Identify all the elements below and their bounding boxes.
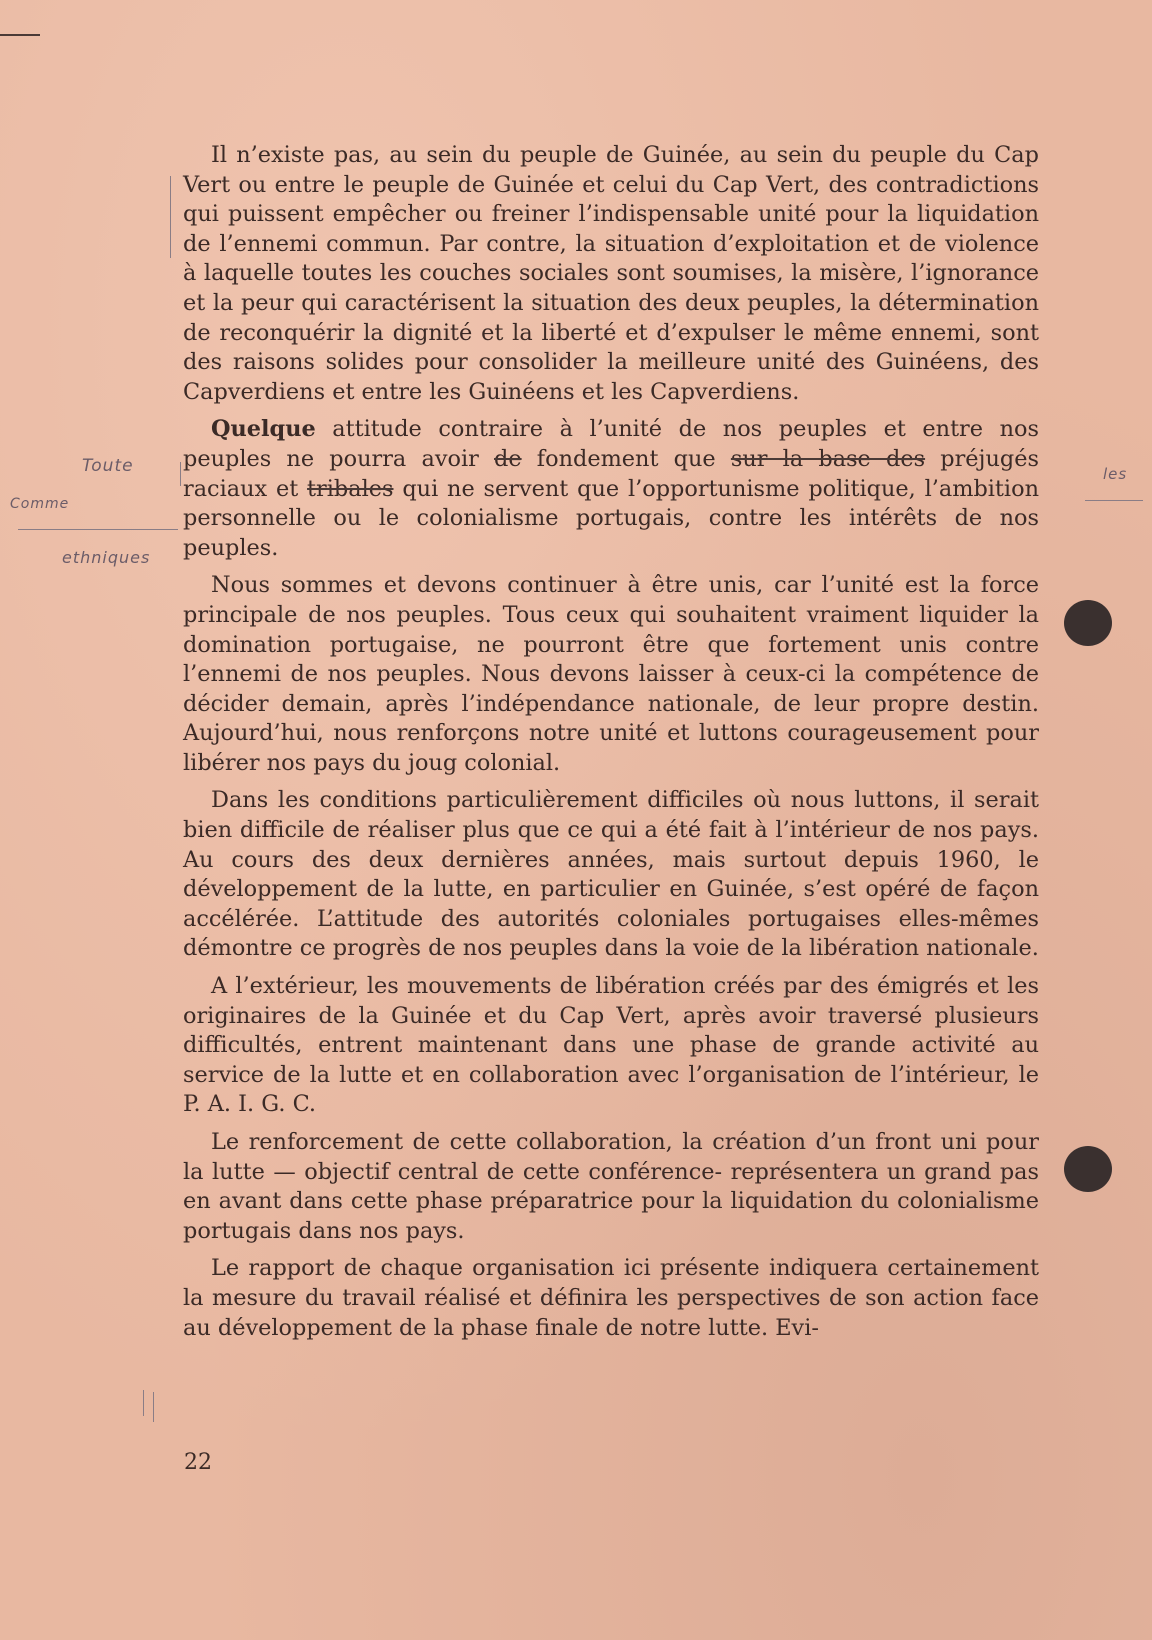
margin-note-left: Comme <box>10 496 70 512</box>
text-segment: fondement que <box>521 445 731 472</box>
pencil-margin-line <box>180 462 181 486</box>
paragraph-2 <box>183 415 1039 563</box>
struck-text: de <box>494 445 522 472</box>
text-segment: préjugés raciaux et <box>183 445 1039 502</box>
text-segment: attitude contraire à l’unité de nos peuples et entre nos peuples ne pourra avoir <box>183 416 1039 472</box>
text-segment: qui ne servent que l’opportunisme politique, l’ambition personnelle ou le colonialisme portugais, contre les intérêts de nos peuples. <box>183 475 1039 561</box>
punch-hole <box>1064 600 1112 646</box>
pencil-margin-line <box>1085 500 1143 501</box>
punch-hole <box>1064 1146 1112 1192</box>
pencil-margin-line <box>18 529 178 530</box>
pencil-margin-line <box>170 176 171 258</box>
struck-text: tribales <box>307 475 394 502</box>
paragraph-1: Il n’existe pas, au sein du peuple de Guinée, au sein du peuple du Cap Vert ou entre le peuple de Guinée et celui du Cap Vert, des contradictions qui puissent empêcher ou freiner l’indispensable unité pour la liquidation de l’ennemi commun. Par contre, la situation d’exploitation et de violence à laquelle toutes les couches sociales sont soumises, la misère, l’ignorance et la peur qui caractérisent la situation des deux peuples, la détermination de reconquérir la dignité et la liberté et d’expulser le même ennemi, sont des raisons solides pour consolider la meilleure unité des Guinéens, des Capverdiens et entre les Guinéens et les Capverdiens. <box>183 142 1039 405</box>
paragraph-6: Le renforcement de cette collaboration, la création d’un front uni pour la lutte — objectif central de cette conférence- représentera un grand pas en avant dans cette phase préparatrice pour la liquidation du colonialisme portugais dans nos pays. <box>183 1129 1039 1244</box>
page-number: 22 <box>184 1450 212 1475</box>
pencil-margin-line <box>143 1390 144 1416</box>
pencil-margin-line <box>153 1392 154 1422</box>
struck-text: sur la base des <box>730 445 926 472</box>
paragraph-3: Nous sommes et devons continuer à être unis, car l’unité est la force principale de nos peuples. Tous ceux qui souhaitent vraiment liquider la domination portugaise, ne pourront être que fortement unis contre l’ennemi de nos peuples. Nous devons laisser à ceux-ci la compétence de décider demain, après l’indépendance nationale, de leur propre destin. Aujourd’hui, nous renforçons notre unité et luttons courageusement pour libérer nos pays du joug colonial. <box>183 572 1039 776</box>
margin-note-right: les <box>1103 465 1128 483</box>
paragraph-4: Dans les conditions particulièrement difficiles où nous luttons, il serait bien difficile de réaliser plus que ce qui a été fait à l’intérieur de nos pays. Au cours des deux dernières années, mais surtout depuis 1960, le développement de la lutte, en particulier en Guinée, s’est opéré de façon accélérée. L’attitude des autorités coloniales portugaises elles-mêmes démontre ce progrès de nos peuples dans la voie de la libération nationale. <box>183 787 1039 962</box>
corner-mark <box>0 34 40 36</box>
body-text <box>183 141 1039 1351</box>
handwritten-correction: Quelque <box>211 416 316 443</box>
paragraph-7: Le rapport de chaque organisation ici présente indiquera certainement la mesure du travail réalisé et définira les perspectives de son action face au développement de la phase finale de notre lutte. Evi- <box>183 1255 1039 1341</box>
margin-note-left: Toute <box>82 456 134 476</box>
margin-note-left: ethniques <box>62 548 151 567</box>
paragraph-5: A l’extérieur, les mouvements de libération créés par des émigrés et les originaires de la Guinée et du Cap Vert, après avoir traversé plusieurs difficultés, entrent maintenant dans une phase de grande activité au service de la lutte et en collaboration avec l’organisation de l’intérieur, le P. A. I. G. C. <box>183 973 1039 1118</box>
